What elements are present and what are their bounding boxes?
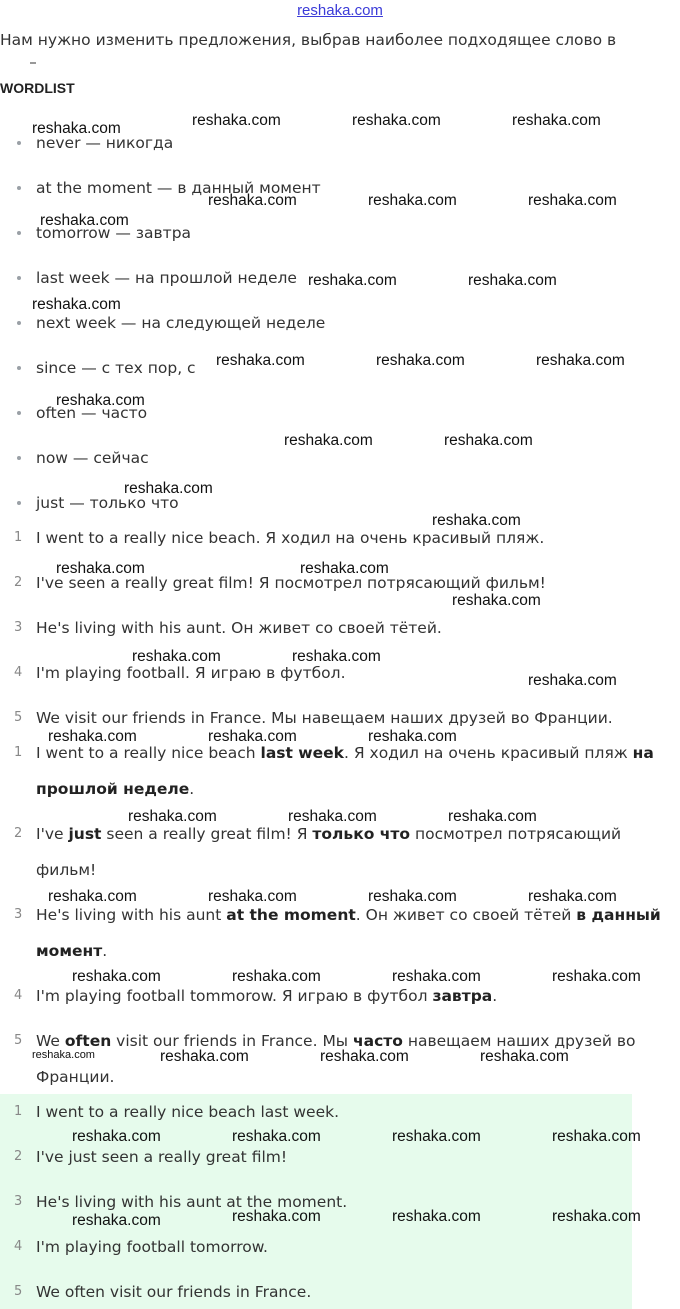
watermark: reshaka.com bbox=[512, 112, 601, 129]
watermark: reshaka.com bbox=[528, 888, 617, 905]
truncated-text-mark bbox=[30, 62, 36, 64]
bullet-icon bbox=[17, 366, 21, 370]
watermark: reshaka.com bbox=[288, 808, 377, 825]
watermark: reshaka.com bbox=[528, 192, 617, 209]
watermark: reshaka.com bbox=[208, 888, 297, 905]
watermark: reshaka.com bbox=[232, 1208, 321, 1225]
watermark: reshaka.com bbox=[552, 1128, 641, 1145]
site-header-link[interactable]: reshaka.com bbox=[297, 2, 383, 19]
watermark: reshaka.com bbox=[48, 888, 137, 905]
watermark: reshaka.com bbox=[448, 808, 537, 825]
watermark: reshaka.com bbox=[216, 352, 305, 369]
intro-text: Нам нужно изменить предложения, выбрав наиболее подходящее слово в bbox=[0, 31, 617, 49]
watermark: reshaka.com bbox=[352, 112, 441, 129]
watermark: reshaka.com bbox=[284, 432, 373, 449]
watermark: reshaka.com bbox=[368, 888, 457, 905]
bullet-icon bbox=[17, 186, 21, 190]
bullet-icon bbox=[17, 456, 21, 460]
watermark: reshaka.com bbox=[392, 1208, 481, 1225]
watermark: reshaka.com bbox=[308, 272, 397, 289]
watermark: reshaka.com bbox=[48, 728, 137, 745]
watermark: reshaka.com bbox=[300, 560, 389, 577]
watermark: reshaka.com bbox=[444, 432, 533, 449]
watermark: reshaka.com bbox=[452, 592, 541, 609]
watermark: reshaka.com bbox=[56, 560, 145, 577]
bullet-icon bbox=[17, 501, 21, 505]
answer-row-continuation: Франции. bbox=[36, 1068, 115, 1086]
bullet-icon bbox=[17, 141, 21, 145]
watermark: reshaka.com bbox=[124, 480, 213, 497]
wordlist-title: WORDLIST bbox=[0, 80, 75, 96]
bullet-icon bbox=[17, 231, 21, 235]
watermark: reshaka.com bbox=[368, 728, 457, 745]
watermark: reshaka.com bbox=[528, 672, 617, 689]
watermark: reshaka.com bbox=[536, 352, 625, 369]
watermark: reshaka.com bbox=[320, 1048, 409, 1065]
watermark: reshaka.com bbox=[232, 968, 321, 985]
bullet-icon bbox=[17, 276, 21, 280]
bullet-icon bbox=[17, 321, 21, 325]
watermark: reshaka.com bbox=[208, 728, 297, 745]
watermark: reshaka.com bbox=[468, 272, 557, 289]
watermark: reshaka.com bbox=[368, 192, 457, 209]
watermark: reshaka.com bbox=[160, 1048, 249, 1065]
watermark: reshaka.com bbox=[56, 392, 145, 409]
watermark: reshaka.com bbox=[480, 1048, 569, 1065]
watermark: reshaka.com bbox=[32, 120, 121, 137]
watermark: reshaka.com bbox=[128, 808, 217, 825]
watermark: reshaka.com bbox=[392, 968, 481, 985]
watermark: reshaka.com bbox=[208, 192, 297, 209]
watermark: reshaka.com bbox=[292, 648, 381, 665]
watermark: reshaka.com bbox=[72, 968, 161, 985]
answer-row-continuation: прошлой неделе. bbox=[36, 780, 195, 798]
watermark: reshaka.com bbox=[40, 212, 129, 229]
watermark: reshaka.com bbox=[72, 1212, 161, 1229]
watermark: reshaka.com bbox=[32, 296, 121, 313]
watermark: reshaka.com bbox=[432, 512, 521, 529]
watermark: reshaka.com bbox=[552, 1208, 641, 1225]
watermark: reshaka.com bbox=[132, 648, 221, 665]
watermark: reshaka.com bbox=[392, 1128, 481, 1145]
bullet-icon bbox=[17, 411, 21, 415]
answer-row-continuation: момент. bbox=[36, 942, 108, 960]
watermark: reshaka.com bbox=[72, 1128, 161, 1145]
watermark: reshaka.com bbox=[552, 968, 641, 985]
watermark: reshaka.com bbox=[376, 352, 465, 369]
answer-row-continuation: фильм! bbox=[36, 861, 97, 879]
watermark: reshaka.com bbox=[32, 1049, 95, 1061]
watermark: reshaka.com bbox=[232, 1128, 321, 1145]
watermark: reshaka.com bbox=[192, 112, 281, 129]
